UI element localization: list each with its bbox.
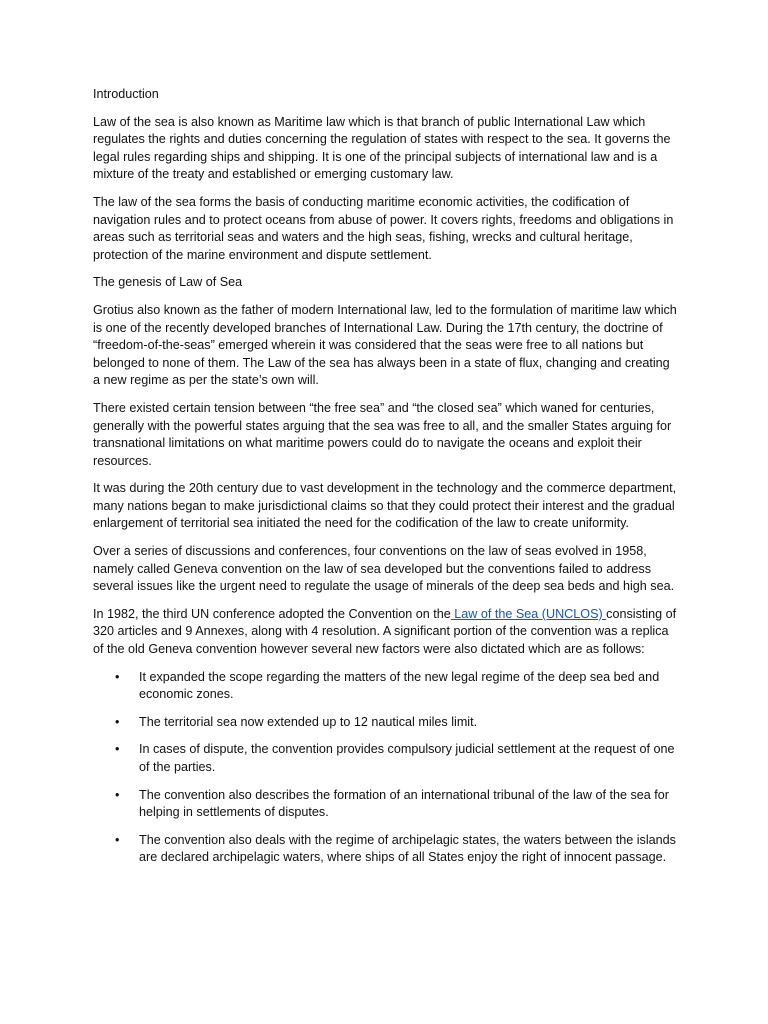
list-item-text: It expanded the scope regarding the matters of the new legal regime of the deep sea bed and economic zones. — [139, 669, 660, 702]
list-item — [93, 669, 678, 704]
paragraph-geneva: Over a series of discussions and conferences, four conventions on the law of seas evolved in 1958, namely called Geneva convention on the law of sea developed but the conventions failed to address several issues like the urgent need to regulate the usage of minerals of the deep sea beds and high sea. — [93, 544, 675, 594]
paragraph-tension: There existed certain tension between “the free sea” and “the closed sea” which waned for centuries, generally with the powerful states arguing that the sea was free to all, and the smaller States arguing for transnational limitations on what maritime powers could do to navigate the oceans and exploit their resources. — [93, 400, 672, 468]
bullet-icon: • — [115, 669, 120, 684]
bullet-icon: • — [115, 742, 120, 757]
list-item — [93, 714, 678, 732]
bullet-icon: • — [115, 832, 120, 847]
list-item — [93, 787, 678, 822]
heading-genesis: The genesis of Law of Sea — [93, 275, 243, 290]
paragraph-20th-century: It was during the 20th century due to vast development in the technology and the commerce department, many nations began to make jurisdictional claims so that they could protect their interest and the gradual enlargement of territorial sea initiated the need for the codification of the law to create uniformity. — [93, 481, 677, 531]
list-item-text: The convention also deals with the regime of archipelagic states, the waters between the islands are declared archipelagic waters, where ships of all States enjoy the right of innocent passage. — [139, 832, 676, 865]
paragraph-grotius: Grotius also known as the father of modern International law, led to the formulation of maritime law which is one of the recently developed branches of International Law. During the 17th century, the doctrine of “freedom-of-the-seas” emerged wherein it was considered that the seas were free to all nations but belonged to none of them. The Law of the sea has always been in a state of flux, changing and creating a new regime as per the state’s own will. — [93, 302, 677, 388]
list-item-text: In cases of dispute, the convention provides compulsory judicial settlement at the request of one of the parties. — [139, 742, 675, 774]
unclos-text-before: In 1982, the third UN conference adopted the Convention on the — [93, 606, 451, 621]
paragraph-unclos — [93, 606, 678, 659]
unclos-link[interactable]: Law of the Sea (UNCLOS) — [450, 606, 607, 621]
paragraph-maritime-law: Law of the sea is also known as Maritime law which is that branch of public International Law which regulates the rights and duties concerning the regulation of states with respect to the sea. It governs the legal rules regarding ships and shipping. It is one of the principal subjects of international law and is a mixture of the treaty and established or emerging customary law. — [93, 114, 671, 182]
list-item — [93, 741, 678, 776]
bullet-icon: • — [115, 787, 120, 802]
bullet-list — [93, 669, 678, 867]
paragraph-basis: The law of the sea forms the basis of conducting maritime economic activities, the codification of navigation rules and to protect oceans from abuse of power. It covers rights, freedoms and obligations in areas such as territorial seas and waters and the high seas, fishing, wrecks and cultural heritage, protection of the marine environment and dispute settlement. — [93, 194, 674, 262]
list-item — [93, 832, 678, 867]
bullet-icon: • — [115, 714, 120, 729]
list-item-text: The convention also describes the formation of an international tribunal of the law of the sea for helping in settlements of disputes. — [139, 787, 669, 820]
document-page — [93, 86, 678, 877]
unclos-text-after: consisting of 320 articles and 9 Annexes, along with 4 resolution. A significant portion of the convention was a replica of the old Geneva convention however several new factors were also dictated which are as follows: — [93, 606, 677, 657]
list-item-text: The territorial sea now extended up to 12 nautical miles limit. — [139, 714, 478, 729]
heading-introduction: Introduction — [93, 87, 159, 101]
